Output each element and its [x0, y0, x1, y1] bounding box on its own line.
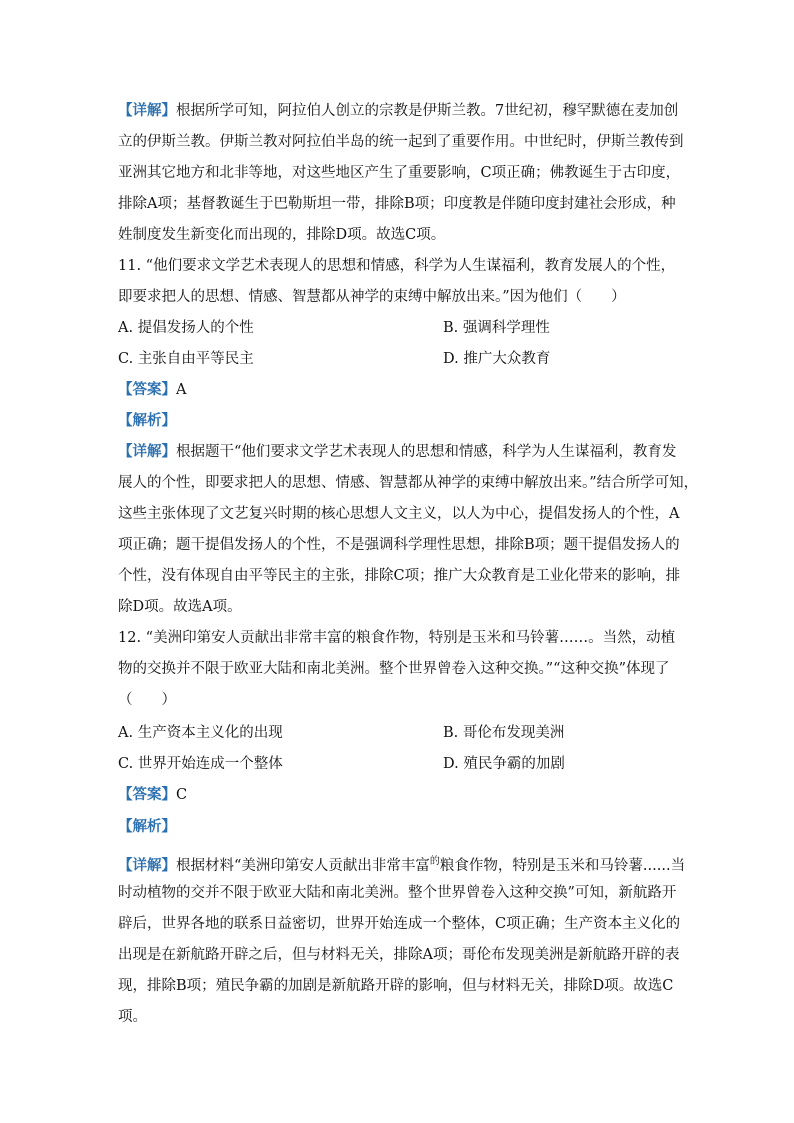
q11-detail-line-3: 这些主张体现了文艺复兴时期的核心思想人文主义，以人为中心，提倡发扬人的个性，A [118, 506, 680, 522]
q10-detail-line-1: 【详解】根据所学可知，阿拉伯人创立的宗教是伊斯兰教。7世纪初，穆罕默德在麦加创 [118, 102, 679, 119]
q11-stem-line-2: 即要求把人的思想、情感、智慧都从神学的束缚中解放出来。”因为他们（ ） [118, 289, 626, 305]
q11-detail-line-5: 个性，没有体现自由平等民主的主张，排除C项；推广大众教育是工业化带来的影响，排 [118, 568, 681, 584]
q10-detail-line-5: 姓制度发生新变化而出现的，排除D项。故选C项。 [118, 227, 446, 243]
q10-detail-line-3: 亚洲其它地方和北非等地，对这些地区产生了重要影响，C项正确；佛教诞生于古印度， [118, 165, 681, 181]
q11-detail-line-4: 项正确；题干提倡发扬人的个性，不是强调科学理性思想，排除B项；题干提倡发扬人的 [118, 537, 680, 553]
q10-detail-line-4: 排除A项；基督教诞生于巴勒斯坦一带，排除B项；印度教是伴随印度封建社会形成，种 [118, 196, 676, 212]
q11-stem-line-1: 11. “他们要求文学艺术表现人的思想和情感，科学为人生谋福利，教育发展人的个性， [118, 258, 676, 274]
q11-option-d: D. 推广大众教育 [443, 351, 551, 367]
q12-detail-line-5: 现，排除B项；殖民争霸的加剧是新航路开辟的影响，但与材料无关，排除D项。故选C [118, 978, 674, 994]
q12-detail-line-1: 【详解】根据材料“美洲印第安人贡献出非常丰富$^的$粮食作物，特别是玉米和马铃薯......当 [118, 856, 686, 874]
q12-detail-line-3: 辟后，世界各地的联系日益密切，世界开始连成一个整体，C项正确；生产资本主义化的 [118, 916, 681, 932]
q12-stem-line-1: 12. “美洲印第安人贡献出非常丰富的粮食作物，特别是玉米和马铃薯……。当然，动植 [118, 630, 676, 646]
q11-detail-line-1: 【详解】根据题干“他们要求文学艺术表现人的思想和情感，科学为人生谋福利，教育发 [118, 443, 677, 460]
q11-answer: 【答案】A [118, 381, 187, 398]
q10-detail-line-2: 立的伊斯兰教。伊斯兰教对阿拉伯半岛的统一起到了重要作用。中世纪时，伊斯兰教传到 [118, 134, 684, 150]
q12-option-c: C. 世界开始连成一个整体 [118, 756, 283, 772]
q11-option-c: C. 主张自由平等民主 [118, 351, 254, 367]
q12-detail-line-4: 出现是在新航路开辟之后，但与材料无关，排除A项；哥伦布发现美洲是新航路开辟的表 [118, 947, 680, 963]
q12-stem-line-2: 物的交换并不限于欧亚大陆和南北美洲。整个世界曾卷入这种交换。”“这种交换”体现了 [118, 661, 670, 677]
q12-detail-line-6: 项。 [118, 1009, 147, 1025]
q12-stem-line-3: （ ） [118, 692, 176, 708]
q11-analysis-heading: 【解析】 [118, 412, 176, 429]
q12-option-d: D. 殖民争霸的加剧 [443, 756, 565, 772]
q12-analysis-heading: 【解析】 [118, 818, 176, 835]
q12-answer: 【答案】C [118, 786, 188, 803]
q11-detail-line-2: 展人的个性，即要求把人的思想、情感、智慧都从神学的束缚中解放出来。”结合所学可知， [118, 475, 699, 491]
q12-detail-line-2: 时动植物的交并不限于欧亚大陆和南北美洲。整个世界曾卷入这种交换”可知，新航路开 [118, 885, 677, 901]
q11-option-a: A. 提倡发扬人的个性 [118, 320, 254, 336]
q11-detail-line-6: 除D项。故选A项。 [118, 599, 242, 615]
q12-option-a: A. 生产资本主义化的出现 [118, 725, 283, 741]
q11-option-b: B. 强调科学理性 [443, 320, 550, 336]
q12-option-b: B. 哥伦布发现美洲 [443, 725, 565, 741]
detail-tag: 【详解】 [118, 102, 176, 119]
